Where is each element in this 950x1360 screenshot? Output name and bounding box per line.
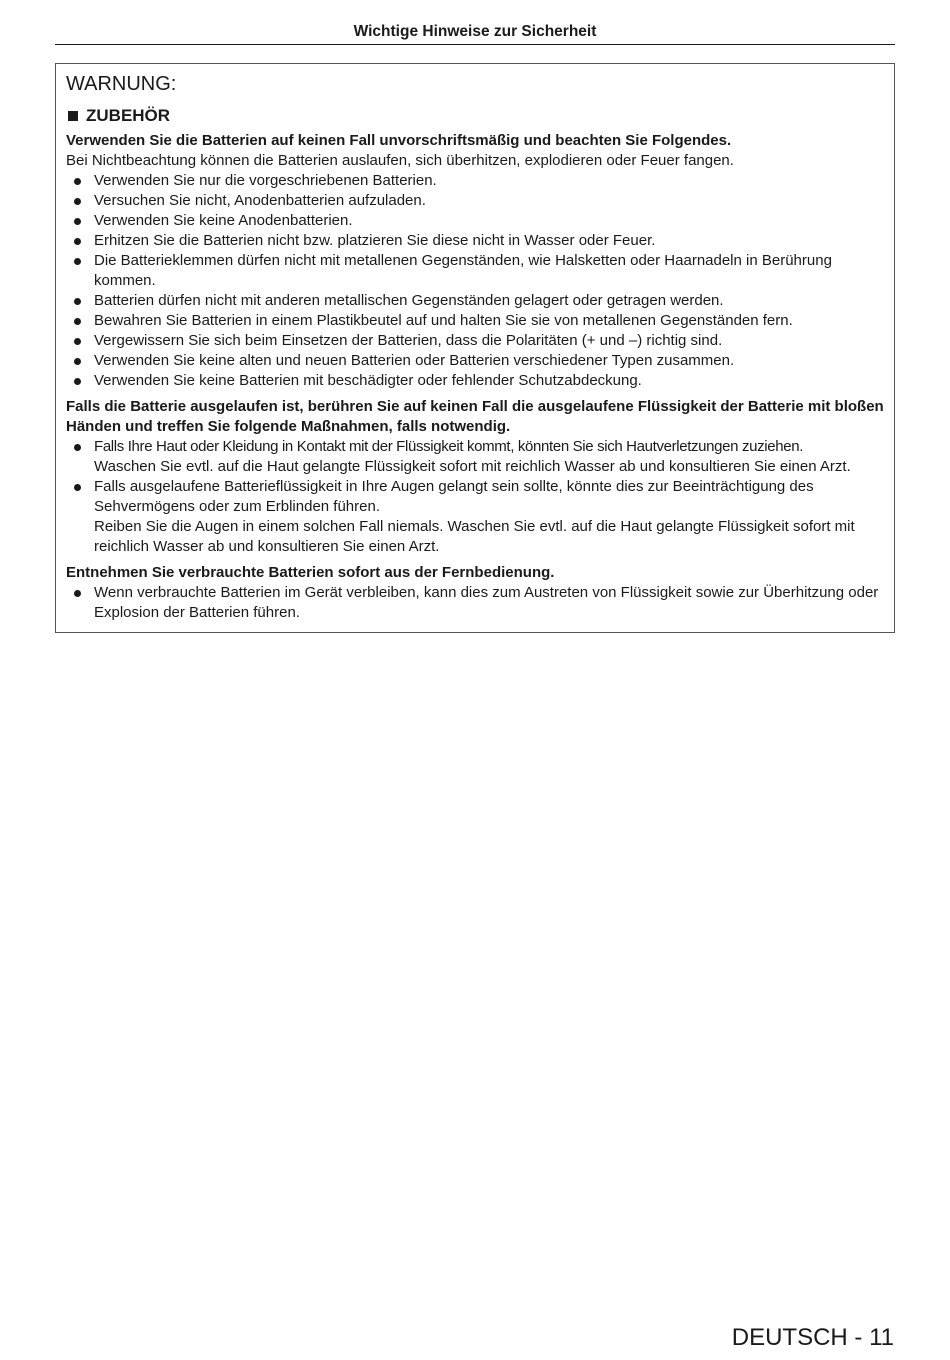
- list-item: [66, 583, 884, 623]
- list-item: [66, 437, 884, 477]
- list-item-text: Falls ausgelaufene Batterieflüssigkeit in Ihre Augen gelangt sein sollte, könnte dies zur Beeinträchtigung des Sehvermögens oder zum Erblinden führen.: [94, 478, 814, 515]
- bullet-dot-icon: [74, 178, 81, 185]
- block1-heading: Verwenden Sie die Batterien auf keinen Fall unvorschriftsmäßig und beachten Sie Folgendes.: [66, 132, 732, 149]
- list-item-text: Verwenden Sie nur die vorgeschriebenen Batterien.: [94, 172, 437, 189]
- bullet-dot-icon: [74, 198, 81, 205]
- block2-heading: Falls die Batterie ausgelaufen ist, berühren Sie auf keinen Fall die ausgelaufene Flüssigkeit der Batterie mit bloßen Händen und treffen Sie folgende Maßnahmen, falls notwendig.: [66, 398, 884, 435]
- bullet-dot-icon: [74, 484, 81, 491]
- list-item-text: Vergewissern Sie sich beim Einsetzen der Batterien, dass die Polaritäten (+ und –) richtig sind.: [94, 332, 723, 349]
- list-item-text: Reiben Sie die Augen in einem solchen Fall niemals. Waschen Sie evtl. auf die Haut gelangte Flüssigkeit sofort mit reichlich Wasser ab und konsultieren Sie einen Arzt.: [94, 518, 855, 555]
- list-item-text: Erhitzen Sie die Batterien nicht bzw. platzieren Sie diese nicht in Wasser oder Feuer.: [94, 232, 656, 249]
- list-item-text: Die Batterieklemmen dürfen nicht mit metallenen Gegenständen, wie Halsketten oder Haarnadeln in Berührung kommen.: [94, 252, 832, 289]
- bullet-dot-icon: [74, 238, 81, 245]
- list-item: [66, 477, 884, 557]
- page-header: [55, 22, 895, 45]
- section-heading-label: ZUBEHÖR: [86, 106, 171, 125]
- block3-list: [66, 583, 884, 623]
- warning-title: WARNUNG:: [66, 73, 177, 95]
- block2-list: [66, 437, 884, 557]
- list-item-text: Batterien dürfen nicht mit anderen metallischen Gegenständen gelagert oder getragen werden.: [94, 292, 724, 309]
- list-item: [66, 371, 884, 391]
- bullet-dot-icon: [74, 378, 81, 385]
- list-item-text: Wenn verbrauchte Batterien im Gerät verbleiben, kann dies zum Austreten von Flüssigkeit sowie zur Überhitzung oder Explosion der Batterien führen.: [94, 584, 879, 621]
- bullet-dot-icon: [74, 298, 81, 305]
- page-number: DEUTSCH - 11: [731, 1324, 894, 1351]
- bullet-dot-icon: [74, 358, 81, 365]
- list-item: [66, 191, 884, 211]
- list-item: [66, 351, 884, 371]
- list-item-text: Verwenden Sie keine Anodenbatterien.: [94, 212, 353, 229]
- list-item-text: Bewahren Sie Batterien in einem Plastikbeutel auf und halten Sie sie von metallenen Gegenständen fern.: [94, 312, 793, 329]
- list-item: [66, 171, 884, 191]
- list-item: [66, 231, 884, 251]
- list-item: [66, 331, 884, 351]
- block1-list: [66, 171, 884, 391]
- list-item-text: Verwenden Sie keine Batterien mit beschädigter oder fehlender Schutzabdeckung.: [94, 372, 642, 389]
- block1-intro: Bei Nichtbeachtung können die Batterien auslaufen, sich überhitzen, explodieren oder Feuer fangen.: [66, 152, 734, 169]
- square-bullet-icon: [68, 111, 78, 121]
- bullet-dot-icon: [74, 218, 81, 225]
- bullet-dot-icon: [74, 258, 81, 265]
- page-header-title: Wichtige Hinweise zur Sicherheit: [353, 23, 597, 40]
- list-item-text: Falls Ihre Haut oder Kleidung in Kontakt mit der Flüssigkeit kommt, könnten Sie sich Hautverletzungen zuziehen.: [94, 438, 804, 455]
- list-item-text: Verwenden Sie keine alten und neuen Batterien oder Batterien verschiedener Typen zusammen.: [94, 352, 735, 369]
- warning-box: [55, 63, 895, 633]
- bullet-dot-icon: [74, 590, 81, 597]
- list-item: [66, 291, 884, 311]
- list-item-text: Waschen Sie evtl. auf die Haut gelangte Flüssigkeit sofort mit reichlich Wasser ab und konsultieren Sie einen Arzt.: [94, 458, 851, 475]
- bullet-dot-icon: [74, 338, 81, 345]
- block3-heading: Entnehmen Sie verbrauchte Batterien sofort aus der Fernbedienung.: [66, 564, 555, 581]
- list-item: [66, 251, 884, 291]
- bullet-dot-icon: [74, 444, 81, 451]
- bullet-dot-icon: [74, 318, 81, 325]
- section-heading: [66, 105, 884, 127]
- list-item: [66, 311, 884, 331]
- list-item: [66, 211, 884, 231]
- list-item-text: Versuchen Sie nicht, Anodenbatterien aufzuladen.: [94, 192, 426, 209]
